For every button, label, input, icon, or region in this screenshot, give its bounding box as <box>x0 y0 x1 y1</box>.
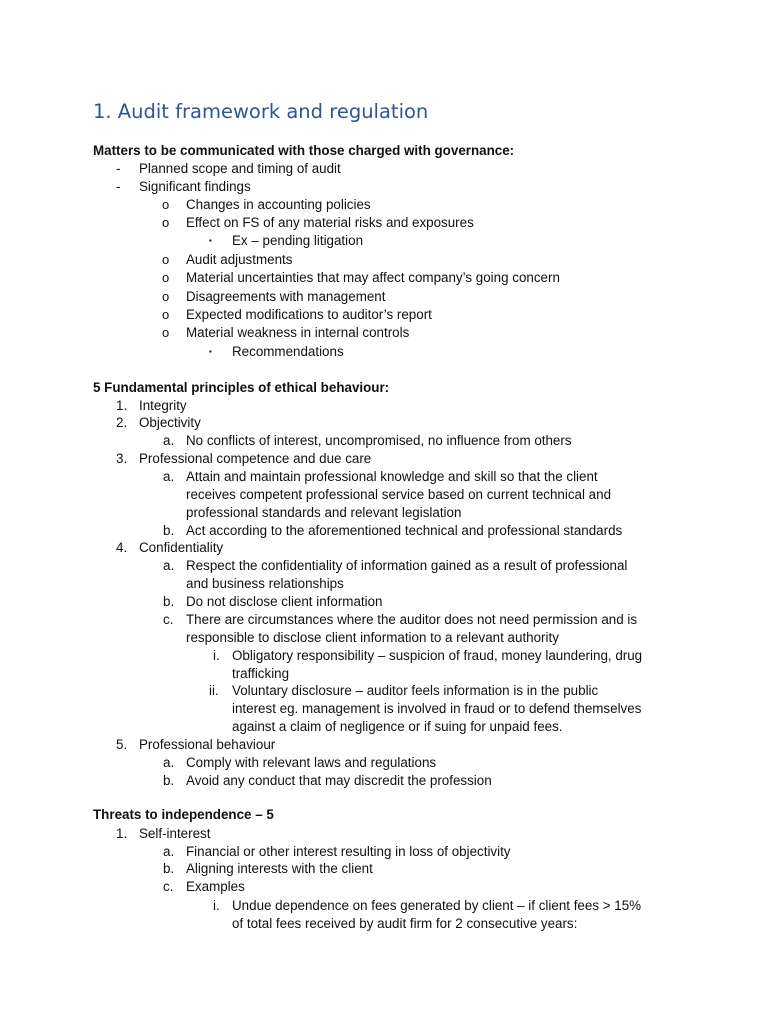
page-title: 1. Audit framework and regulation <box>93 100 429 123</box>
list-item: Act according to the aforementioned technical and professional standards <box>186 523 623 538</box>
list-item-continuation: of total fees received by audit firm for 2 consecutive years: <box>232 916 578 931</box>
list-marker: ii. <box>209 683 219 698</box>
list-item: Avoid any conduct that may discredit the profession <box>186 773 492 788</box>
list-item: Respect the confidentiality of information gained as a result of professional <box>186 558 628 573</box>
list-item: Attain and maintain professional knowledge and skill so that the client <box>186 469 598 484</box>
list-marker: a. <box>163 469 175 484</box>
list-item: Disagreements with management <box>186 289 386 304</box>
list-marker: a. <box>163 844 175 859</box>
list-item-continuation: interest eg. management is involved in fraud or to defend themselves <box>232 701 642 716</box>
list-item: Voluntary disclosure – auditor feels information is in the public <box>232 683 599 698</box>
list-item-continuation: professional standards and relevant legislation <box>186 505 462 520</box>
list-marker: ▪ <box>209 347 212 356</box>
list-item: Material uncertainties that may affect company’s going concern <box>186 270 560 285</box>
list-marker: a. <box>163 433 175 448</box>
list-marker: a. <box>163 558 175 573</box>
list-marker: c. <box>163 612 174 627</box>
list-marker: b. <box>163 773 175 788</box>
list-item: Financial or other interest resulting in loss of objectivity <box>186 844 511 859</box>
list-marker: 1. <box>116 398 128 413</box>
list-item-continuation: responsible to disclose client information to a relevant authority <box>186 630 559 645</box>
list-marker: - <box>116 161 121 176</box>
list-item: Confidentiality <box>139 540 224 555</box>
list-marker: o <box>162 289 170 304</box>
list-marker: 5. <box>116 737 128 752</box>
list-item: Professional competence and due care <box>139 451 372 466</box>
list-item: Obligatory responsibility – suspicion of fraud, money laundering, drug <box>232 648 643 663</box>
list-item-continuation: and business relationships <box>186 576 344 591</box>
list-marker: 2. <box>116 415 128 430</box>
list-marker: c. <box>163 879 174 894</box>
list-item: Integrity <box>139 398 187 413</box>
list-marker: b. <box>163 861 175 876</box>
list-marker: b. <box>163 523 175 538</box>
list-item: Planned scope and timing of audit <box>139 161 341 176</box>
list-item: Effect on FS of any material risks and exposures <box>186 215 474 230</box>
list-item-continuation: receives competent professional service based on current technical and <box>186 487 612 502</box>
list-marker: o <box>162 197 170 212</box>
list-item: There are circumstances where the auditor does not need permission and is <box>186 612 638 627</box>
list-marker: o <box>162 252 170 267</box>
list-item: Changes in accounting policies <box>186 197 371 212</box>
list-item-continuation: trafficking <box>232 666 290 681</box>
list-marker: i. <box>213 648 220 663</box>
list-item: Examples <box>186 879 245 894</box>
section-heading-threats: Threats to independence – 5 <box>93 807 274 822</box>
list-item: Professional behaviour <box>139 737 276 752</box>
list-item: Recommendations <box>232 344 344 359</box>
list-marker: - <box>116 179 121 194</box>
list-marker: i. <box>213 898 220 913</box>
section-heading-ethics: 5 Fundamental principles of ethical behaviour: <box>93 380 390 395</box>
list-item: Self-interest <box>139 826 211 841</box>
list-item: Expected modifications to auditor’s report <box>186 307 432 322</box>
list-item: Undue dependence on fees generated by client – if client fees > 15% <box>232 898 642 913</box>
list-item: No conflicts of interest, uncompromised, no influence from others <box>186 433 572 448</box>
list-marker: ▪ <box>209 236 212 245</box>
section-heading-governance: Matters to be communicated with those charged with governance: <box>93 143 515 158</box>
list-marker: 1. <box>116 826 128 841</box>
list-item: Objectivity <box>139 415 201 430</box>
list-item-continuation: against a claim of negligence or if suing for unpaid fees. <box>232 719 563 734</box>
list-marker: o <box>162 307 170 322</box>
list-item: Ex – pending litigation <box>232 233 364 248</box>
list-marker: o <box>162 325 170 340</box>
list-marker: o <box>162 215 170 230</box>
list-item: Do not disclose client information <box>186 594 383 609</box>
list-marker: 3. <box>116 451 128 466</box>
list-marker: b. <box>163 594 175 609</box>
list-marker: o <box>162 270 170 285</box>
list-marker: a. <box>163 755 175 770</box>
list-item: Comply with relevant laws and regulations <box>186 755 437 770</box>
list-item: Aligning interests with the client <box>186 861 373 876</box>
list-item: Significant findings <box>139 179 251 194</box>
list-item: Audit adjustments <box>186 252 293 267</box>
list-item: Material weakness in internal controls <box>186 325 410 340</box>
list-marker: 4. <box>116 540 128 555</box>
